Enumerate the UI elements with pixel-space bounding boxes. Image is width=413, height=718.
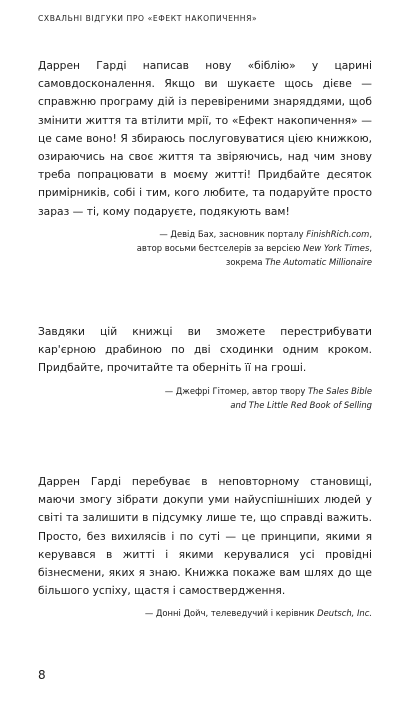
testimonial-text: Завдяки цій книжці ви зможете перестрибувати кар'єрною драбиною по дві сходинки одним кроком. Придбайте, прочитайте та оберніть її на гроші. — [38, 325, 372, 375]
attribution-line: — Девід Бах, засновник порталу FinishRich.com, — [159, 228, 372, 239]
testimonial-1 — [38, 57, 372, 269]
attribution-line: — Донні Дойч, телеведучий і керівник Deutsch, Inc. — [144, 608, 372, 619]
attribution-line: — Джефрі Гітомер, автор твору The Sales Bible — [164, 385, 372, 396]
testimonial-attribution — [38, 606, 372, 620]
attribution-line: and The Little Red Book of Selling — [230, 399, 372, 410]
testimonial-text: Даррен Гарді написав нову «біблію» у царині самовдосконалення. Якщо ви шукаєте щось дієве — справжню програму дій із перевіреними знаряддями, щоб змінити життя та втілити мрії, то «Ефект накопичення» — це саме воно! Я збираюсь послуговуватися цією книжкою, озираючись на своє життя та звіряючись, над чим знову треба попрацювати в моєму житті! Придбайте десяток примірників, собі і тим, кого любите, та подаруйте просто зараз — ті, кому подаруєте, подякують вам! — [38, 59, 372, 218]
testimonial-attribution — [38, 227, 372, 270]
attribution-line: зокрема The Automatic Millionaire — [225, 257, 372, 268]
testimonial-3 — [38, 473, 372, 621]
running-head: СХВАЛЬНІ ВІДГУКИ ПРО «ЕФЕКТ НАКОПИЧЕННЯ» — [38, 14, 258, 23]
attribution-line: автор восьми бестселерів за версією New York Times, — [136, 243, 372, 254]
page-number: 8 — [38, 668, 46, 682]
testimonial-2 — [38, 323, 372, 412]
testimonial-text: Даррен Гарді перебуває в неповторному становищі, маючи змогу зібрати докупи уми найуспішніших людей у світі та залишити в підсумку лише те, що справді важить. Просто, без вихилясів і по суті — це принципи, якими я керувався в житті і якими керувалися усі провідні бізнесмени, яких я знаю. Книжка покаже вам шлях до ще більшого успіху, щастя і самоствердження. — [38, 475, 372, 598]
testimonial-attribution — [38, 384, 372, 412]
